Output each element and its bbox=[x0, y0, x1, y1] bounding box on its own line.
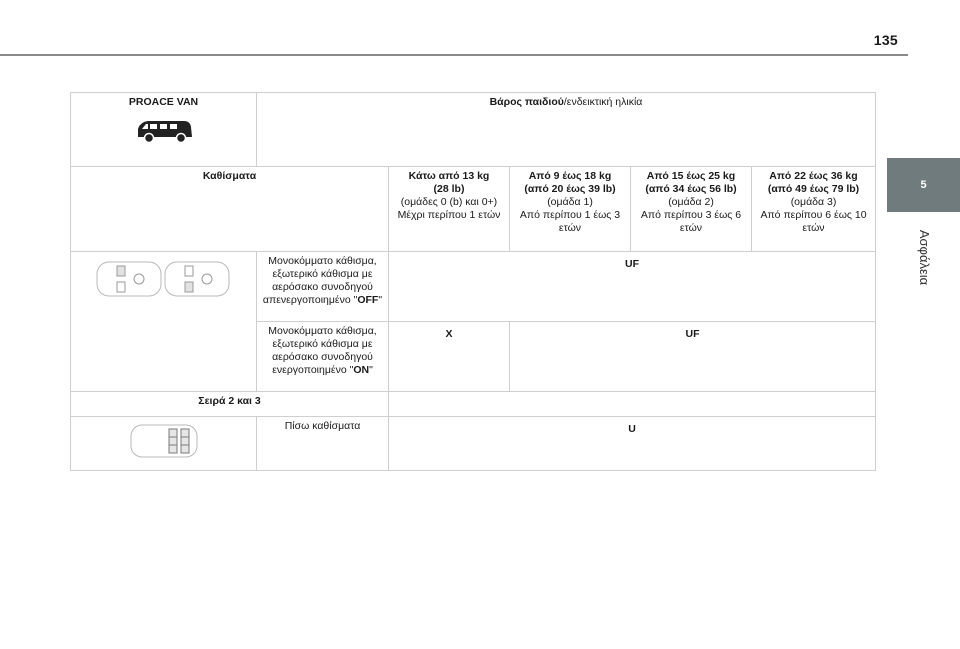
weight-group-2-range-lb: (από 34 έως 56 lb) bbox=[645, 183, 737, 195]
weight-group-1-range: Από 9 έως 18 kg bbox=[528, 170, 612, 182]
model-cell bbox=[71, 93, 257, 167]
seats-label: Καθίσματα bbox=[71, 167, 389, 252]
weight-group-2-range: Από 15 έως 25 kg bbox=[646, 170, 736, 182]
airbag-off-value: UF bbox=[389, 252, 876, 322]
child-seat-table bbox=[70, 92, 876, 471]
chapter-label-text: Ασφάλεια bbox=[917, 229, 933, 285]
header-rule bbox=[0, 54, 908, 56]
weight-group-2 bbox=[631, 167, 752, 252]
front-seat-diagram-icon bbox=[95, 258, 233, 300]
weight-group-2-age: Από περίπου 3 έως 6 ετών bbox=[640, 209, 742, 234]
front-seats-diagram-cell bbox=[71, 252, 257, 392]
airbag-off-description bbox=[257, 252, 389, 322]
page-number: 135 bbox=[873, 32, 898, 48]
weight-group-3-group: (ομάδα 3) bbox=[790, 196, 837, 208]
airbag-on-suffix: " bbox=[369, 364, 373, 376]
rows-section-row bbox=[71, 392, 876, 417]
airbag-on-text: Μονοκόμματο κάθισμα, εξωτερικό κάθισμα με αερόσακο συνοδηγού ενεργοποιημένο " bbox=[268, 325, 377, 376]
weight-group-3-range: Από 22 έως 36 kg bbox=[769, 170, 858, 182]
weight-group-0-range: Κάτω από 13 kg bbox=[408, 170, 490, 182]
airbag-off-suffix: " bbox=[378, 294, 383, 306]
chapter-label bbox=[905, 222, 945, 292]
weight-group-0 bbox=[389, 167, 510, 252]
rear-seats-description: Πίσω καθίσματα bbox=[257, 417, 389, 471]
airbag-on-description bbox=[257, 322, 389, 392]
airbag-off-row bbox=[71, 252, 876, 322]
weight-group-2-group: (ομάδα 2) bbox=[668, 196, 714, 208]
weight-group-0-group: (ομάδες 0 (b) και 0+) bbox=[400, 196, 498, 208]
weight-header-rest: /ενδεικτική ηλικία bbox=[563, 96, 643, 108]
weight-group-1-group: (ομάδα 1) bbox=[547, 196, 593, 208]
chapter-tab[interactable] bbox=[887, 158, 960, 212]
airbag-off-state: OFF bbox=[357, 294, 379, 306]
weight-group-3-age: Από περίπου 6 έως 10 ετών bbox=[760, 209, 867, 234]
weight-group-0-age: Μέχρι περίπου 1 ετών bbox=[397, 209, 501, 221]
rear-seats-value: U bbox=[389, 417, 876, 471]
rear-seats-row bbox=[71, 417, 876, 471]
airbag-off-text: Μονοκόμματο κάθισμα, εξωτερικό κάθισμα με αερόσακο συνοδηγού απενεργοποιημένο " bbox=[262, 255, 377, 306]
rows-section-empty bbox=[389, 392, 876, 417]
van-icon bbox=[134, 119, 194, 145]
weight-header-cell bbox=[257, 93, 876, 167]
weight-group-1 bbox=[510, 167, 631, 252]
weight-group-3-range-lb: (από 49 έως 79 lb) bbox=[767, 183, 860, 195]
weight-header-bold: Βάρος παιδιού bbox=[489, 96, 564, 108]
weight-group-1-range-lb: (από 20 έως 39 lb) bbox=[524, 183, 616, 195]
model-name: PROACE VAN bbox=[128, 96, 199, 108]
rear-seat-diagram-icon bbox=[129, 423, 199, 459]
rows-section-label: Σειρά 2 και 3 bbox=[71, 392, 389, 417]
chapter-tab-number: 5 bbox=[920, 179, 927, 191]
table-header-row bbox=[71, 93, 876, 167]
airbag-on-value-rest: UF bbox=[510, 322, 876, 392]
airbag-on-state: ON bbox=[353, 364, 370, 376]
rear-seats-diagram-cell bbox=[71, 417, 257, 471]
weight-group-1-age: Από περίπου 1 έως 3 ετών bbox=[519, 209, 621, 234]
weight-group-0-range-lb: (28 lb) bbox=[433, 183, 465, 195]
weight-group-3 bbox=[752, 167, 876, 252]
weight-groups-row bbox=[71, 167, 876, 252]
airbag-on-value-group0: X bbox=[389, 322, 510, 392]
